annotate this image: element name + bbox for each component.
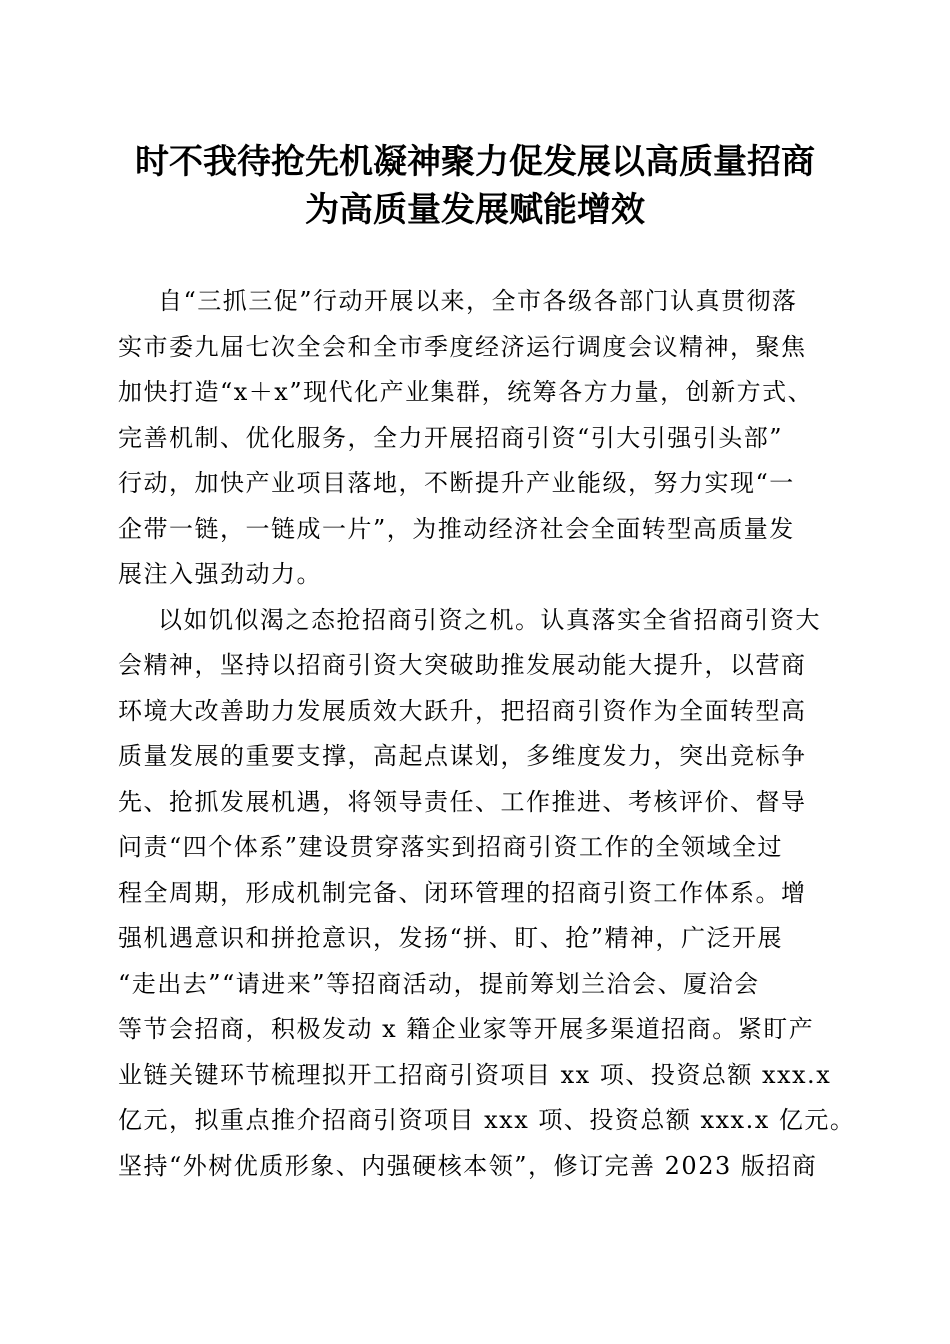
paragraph-line: 行动，加快产业项目落地，不断提升产业能级，努力实现“一 bbox=[118, 469, 795, 497]
paragraph-line: 完善机制、优化服务，全力开展招商引资“引大引强引头部” bbox=[118, 423, 784, 452]
document-body bbox=[118, 279, 856, 1189]
paragraph-line: 以如饥似渴之态抢招商引资之机。认真落实全省招商引资大 bbox=[158, 605, 821, 634]
paragraph-line: 等节会招商，积极发动 x 籍企业家等开展多渠道招商。紧盯产 bbox=[118, 1015, 815, 1043]
paragraph-line: 坚持“外树优质形象、内强硬核本领”，修订完善 2023 版招商 bbox=[118, 1151, 818, 1180]
paragraph-line: 质量发展的重要支撑，高起点谋划，多维度发力，突出竞标争 bbox=[118, 742, 807, 770]
title-line: 时不我待抢先机凝神聚力促发展以高质量招商 bbox=[135, 142, 815, 182]
paragraph-line: 亿元，拟重点推介招商引资项目 xxx 项、投资总额 xxx.x 亿元。 bbox=[118, 1106, 856, 1134]
paragraph-line: 业链关键环节梳理拟开工招商引资项目 xx 项、投资总额 xxx.x bbox=[118, 1060, 832, 1089]
paragraph-line: 程全周期，形成机制完备、闭环管理的招商引资工作体系。增 bbox=[118, 878, 807, 907]
paragraph-line: 先、抢抓发展机遇，将领导责任、工作推进、考核评价、督导 bbox=[118, 787, 807, 816]
paragraph bbox=[118, 279, 838, 598]
paragraph-line: 强机遇意识和拼抢意识，发扬“拼、盯、抢”精神，广泛开展 bbox=[118, 924, 784, 952]
paragraph-line: 展注入强劲动力。 bbox=[118, 560, 322, 588]
title-line: 为高质量发展赋能增效 bbox=[305, 190, 645, 230]
paragraph bbox=[118, 598, 856, 1190]
paragraph-line: 自“三抓三促”行动开展以来，全市各级各部门认真贯彻落 bbox=[158, 287, 798, 315]
paragraph-line: 环境大改善助力发展质效大跃升，把招商引资作为全面转型高 bbox=[118, 696, 807, 725]
document-title bbox=[100, 138, 850, 234]
paragraph-line: 加快打造“x＋x”现代化产业集群，统筹各方力量，创新方式、 bbox=[118, 378, 814, 406]
paragraph-line: 问责“四个体系”建设贯穿落实到招商引资工作的全领域全过 bbox=[118, 833, 784, 861]
paragraph-line: “走出去”“请进来”等招商活动，提前筹划兰洽会、厦洽会 bbox=[118, 969, 760, 998]
paragraph-line: 实市委九届七次全会和全市季度经济运行调度会议精神，聚焦 bbox=[118, 332, 807, 361]
paragraph-line: 会精神，坚持以招商引资大突破助推发展动能大提升，以营商 bbox=[118, 651, 807, 679]
paragraph-line: 企带一链，一链成一片”，为推动经济社会全面转型高质量发 bbox=[118, 514, 795, 543]
